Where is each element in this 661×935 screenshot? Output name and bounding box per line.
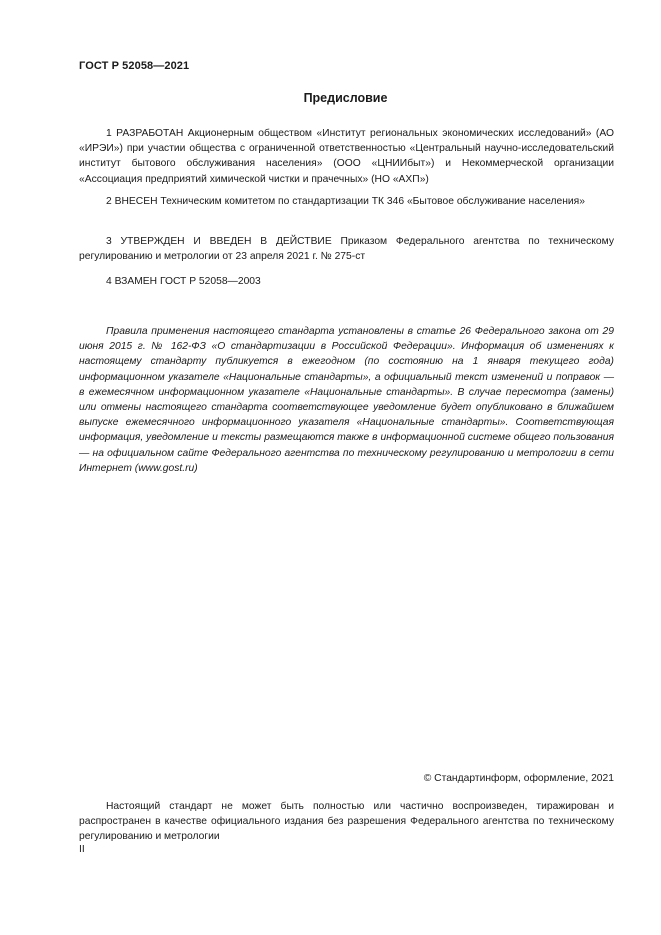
reproduction-notice: Настоящий стандарт не может быть полностью или частично воспроизведен, тиражирован и распространен в качестве официального издания без разрешения Федерального агентства по техническому регулированию и метрологии: [79, 801, 614, 843]
foreword-item-4: 4 ВЗАМЕН ГОСТ Р 52058—2003: [106, 276, 261, 287]
document-header: ГОСТ Р 52058—2021: [79, 60, 190, 72]
copyright-notice: © Стандартинформ, оформление, 2021: [423, 773, 614, 784]
application-rules-notice: Правила применения настоящего стандарта установлены в статье 26 Федерального закона от 29 июня 2015 г. № 162-ФЗ «О стандартизации в Российской Федерации». Информация об изменениях к настоящему стандарту публикуется в ежегодном (по состоянию на 1 января текущего года) информационном указателе «Национальные стандарты», а официальный текст изменений и поправок — в ежемесячном информационном указателе «Национальные стандарты». В случае пересмотра (замены) или отмены настоящего стандарта соответствующее уведомление будет опубликовано в ближайшем выпуске ежемесячного информационного указателя «Национальные стандарты». Соответствующая информация, уведомление и тексты размещаются также в информационной системе общего пользования — на официальном сайте Федерального агентства по техническому регулированию и метрологии в сети Интернет (www.gost.ru): [79, 326, 614, 474]
foreword-item-3: 3 УТВЕРЖДЕН И ВВЕДЕН В ДЕЙСТВИЕ Приказом Федерального агентства по техническому регулированию и метрологии от 23 апреля 2021 г. № 275-ст: [79, 236, 614, 263]
foreword-item-1: 1 РАЗРАБОТАН Акционерным обществом «Институт региональных экономических исследований» (АО «ИРЭИ») при участии общества с ограниченной ответственностью «Центральный научно-исследовательский институт бытового обслуживания населения» (ООО «ЦНИИбыт») и Некоммерческой организации «Ассоциация предприятий химической чистки и прачечных» (НО «АХП»): [79, 128, 614, 185]
page-number: II: [79, 844, 85, 855]
foreword-item-2: 2 ВНЕСЕН Техническим комитетом по стандартизации ТК 346 «Бытовое обслуживание населения»: [106, 196, 585, 207]
page-title: Предисловие: [303, 91, 388, 105]
